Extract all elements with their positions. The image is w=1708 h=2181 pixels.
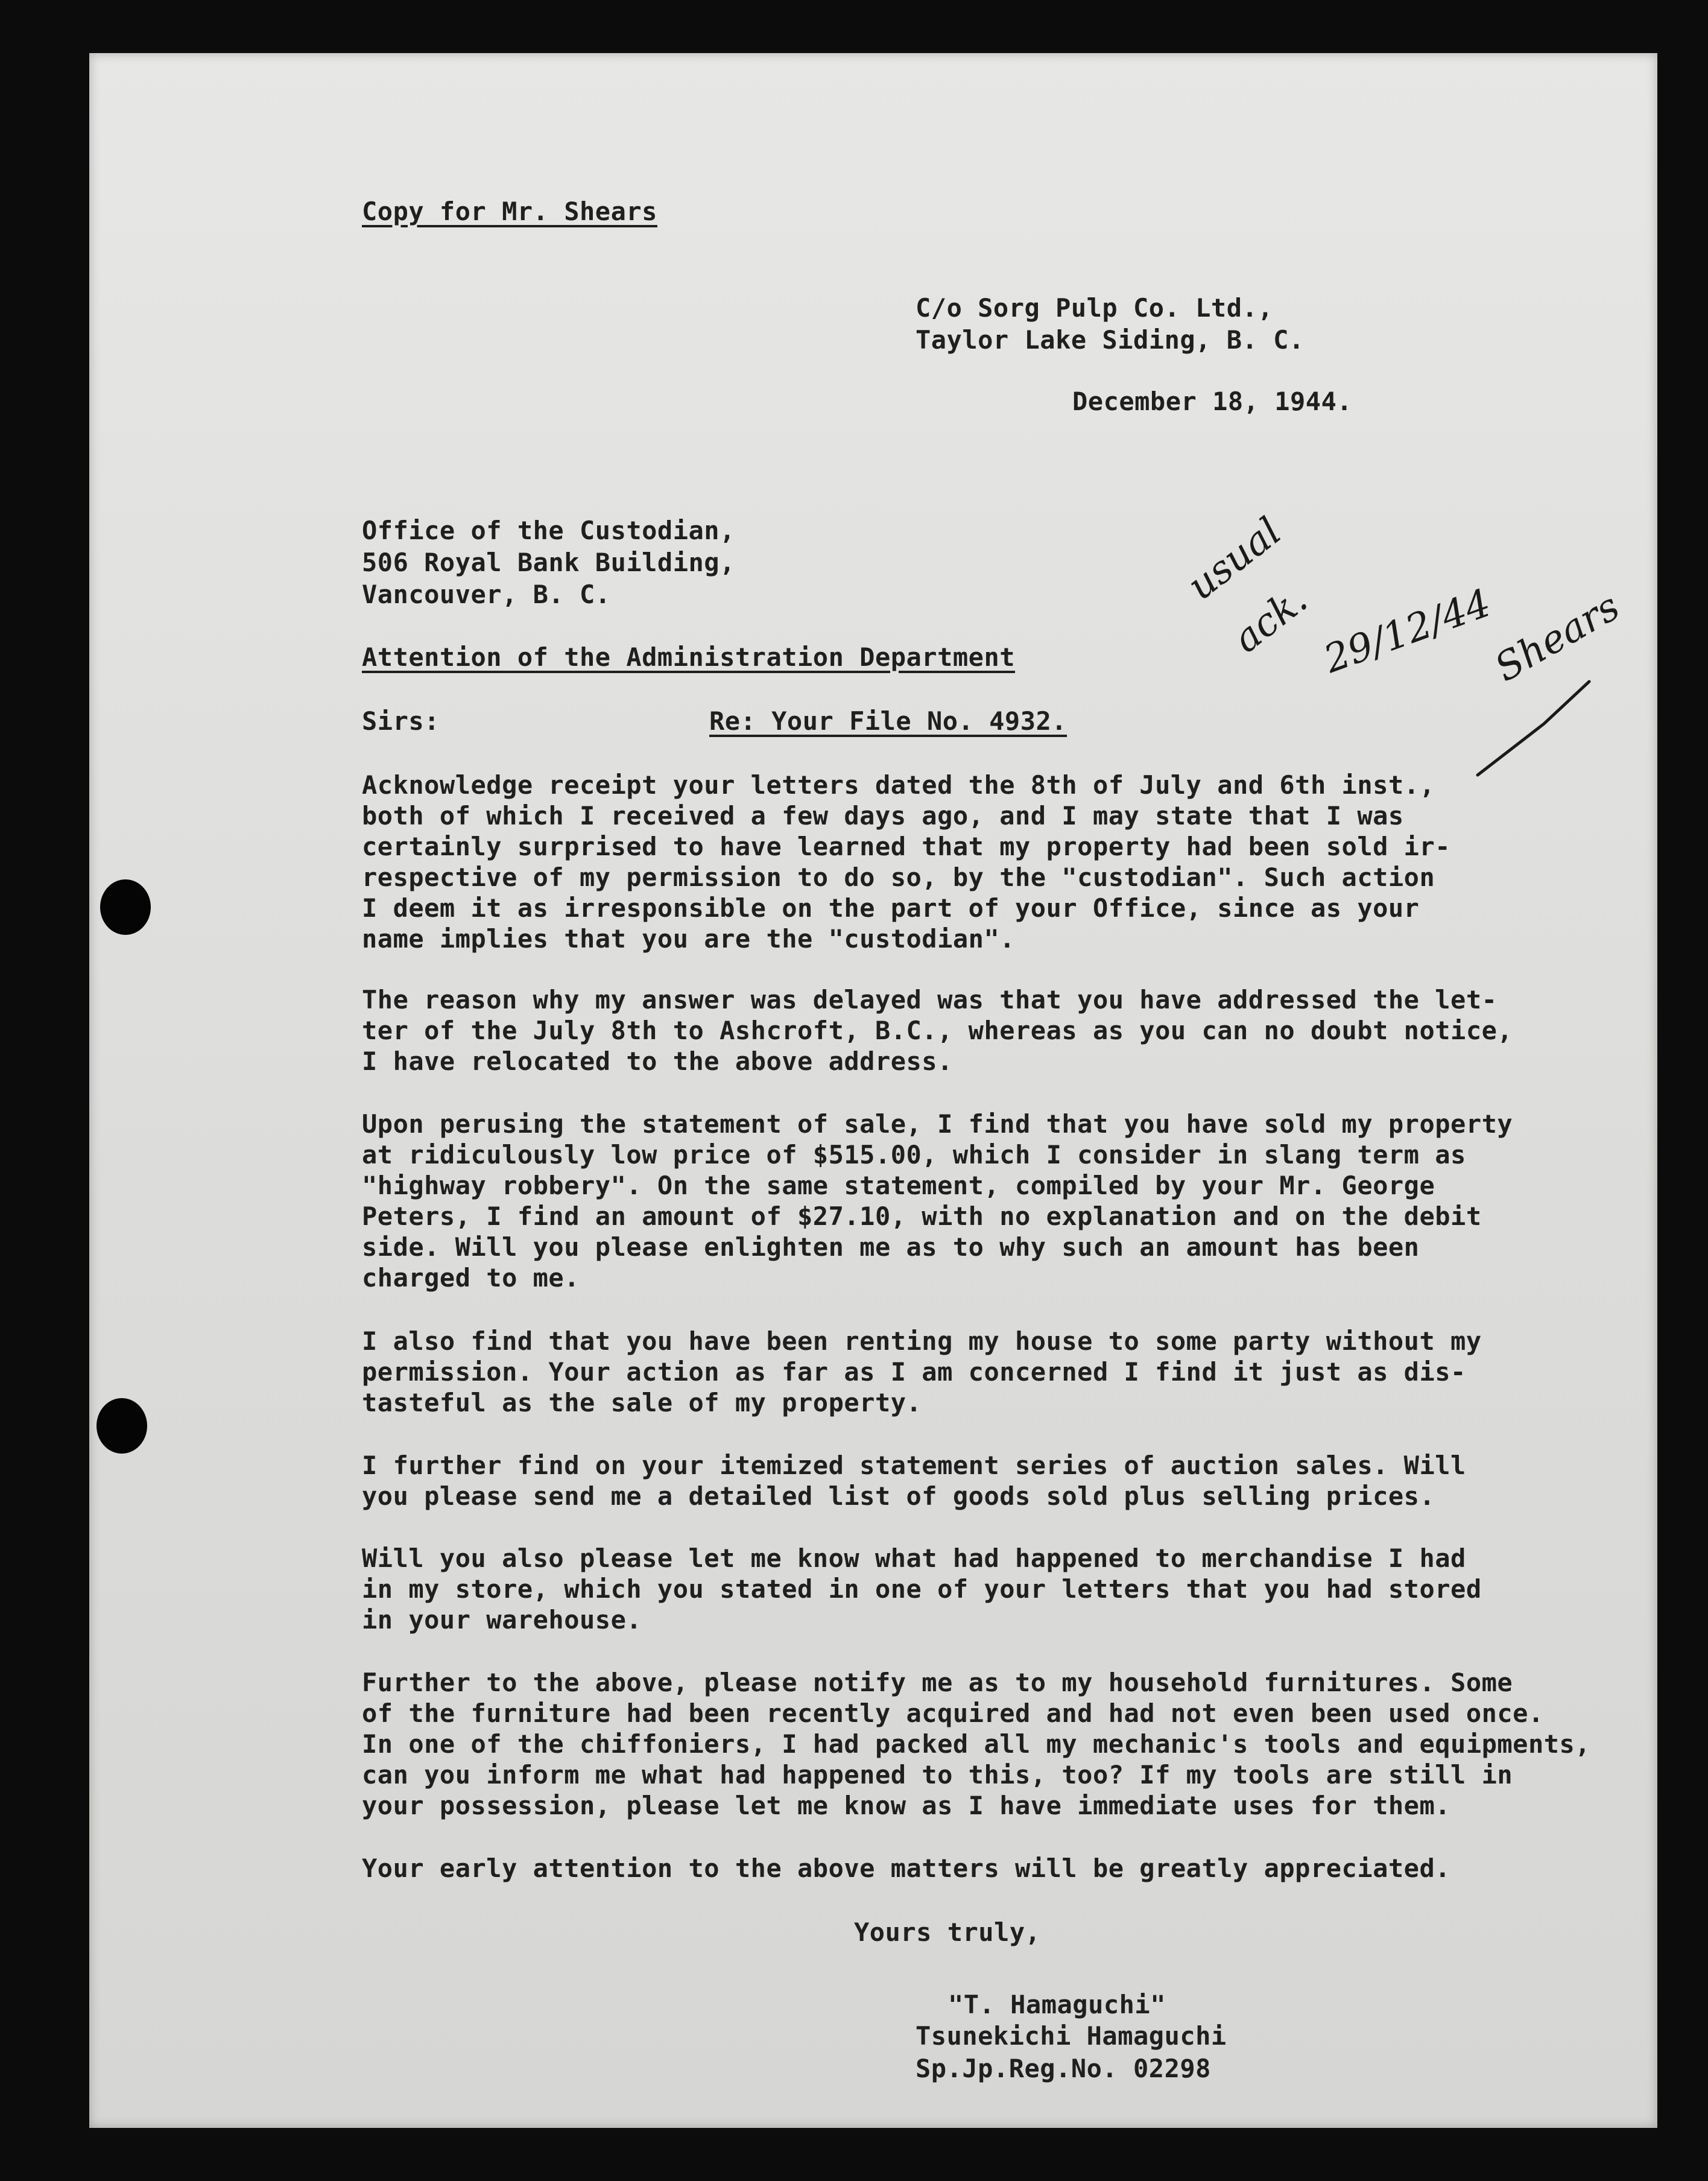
sender-address-line-2: Taylor Lake Siding, B. C. bbox=[916, 325, 1305, 355]
handwritten-note-ack: ack. bbox=[1225, 577, 1316, 662]
body-paragraph-5: I further find on your itemized statement series of auction sales. Will you please send me a detailed list of goods sold plus selling prices. bbox=[362, 1451, 1466, 1511]
body-paragraph-7: Further to the above, please notify me as to my household furnitures. Some of the furniture had been recently acquired and had not even been used once. In one of the chiffoniers, I had packed all my mechanic's tools and equipments, can you inform me what had happened to this, too? If my tools are still in your possession, please let me know as I have immediate uses for them. bbox=[362, 1668, 1591, 1820]
recipient-address-line-3: Vancouver, B. C. bbox=[362, 580, 611, 609]
valediction: Yours truly, bbox=[854, 1917, 1041, 1947]
signer-name: Tsunekichi Hamaguchi bbox=[916, 2021, 1227, 2051]
recipient-address-line-1: Office of the Custodian, bbox=[362, 516, 735, 545]
signature: "T. Hamaguchi" bbox=[948, 1990, 1166, 2019]
body-paragraph-2: The reason why my answer was delayed was that you have addressed the let- ter of the July 8th to Ashcroft, B.C., whereas as you can no doubt notice, I have relocated to the above address. bbox=[362, 985, 1513, 1076]
punch-hole-bottom bbox=[96, 1398, 147, 1454]
handwritten-date-note: 29/12/44 bbox=[1318, 581, 1497, 682]
handwritten-note-usual: usual bbox=[1179, 509, 1290, 609]
body-paragraph-8: Your early attention to the above matters will be greatly appreciated. bbox=[362, 1853, 1451, 1883]
handwritten-initials: Shears bbox=[1487, 584, 1627, 691]
sender-address-line-1: C/o Sorg Pulp Co. Ltd., bbox=[916, 293, 1274, 323]
registration-number: Sp.Jp.Reg.No. 02298 bbox=[916, 2054, 1211, 2083]
body-paragraph-6: Will you also please let me know what had happened to merchandise I had in my store, which you stated in one of your letters that you had stored in your warehouse. bbox=[362, 1543, 1482, 1635]
body-paragraph-3: Upon perusing the statement of sale, I find that you have sold my property at ridiculously low price of $515.00, which I consider in slang term as "highway robbery". On the same statement, compiled by your Mr. George Peters, I find an amount of $27.10, with no explanation and on the debit side. Will you please enlighten me as to why such an amount has been charged to me. bbox=[362, 1109, 1513, 1293]
attention-line: Attention of the Administration Department bbox=[362, 642, 1016, 672]
recipient-address-line-2: 506 Royal Bank Building, bbox=[362, 548, 735, 577]
body-paragraph-4: I also find that you have been renting my house to some party without my permission. Your action as far as I am concerned I find it just as dis- tasteful as the sale of my property. bbox=[362, 1326, 1482, 1417]
body-paragraph-1: Acknowledge receipt your letters dated the 8th of July and 6th inst., both of which I received a few days ago, and I may state that I was certainly surprised to have learned that my property had been sold ir- respective of my permission to do so, by the "custodian". Such action I deem it as irresponsible on the part of your Office, since as your name implies that you are the "custodian". bbox=[362, 770, 1451, 954]
reference-line: Re: Your File No. 4932. bbox=[709, 706, 1068, 736]
letter-date: December 18, 1944. bbox=[1072, 387, 1353, 416]
punch-hole-top bbox=[100, 879, 151, 935]
salutation: Sirs: bbox=[362, 706, 440, 736]
copy-note: Copy for Mr. Shears bbox=[362, 197, 657, 226]
